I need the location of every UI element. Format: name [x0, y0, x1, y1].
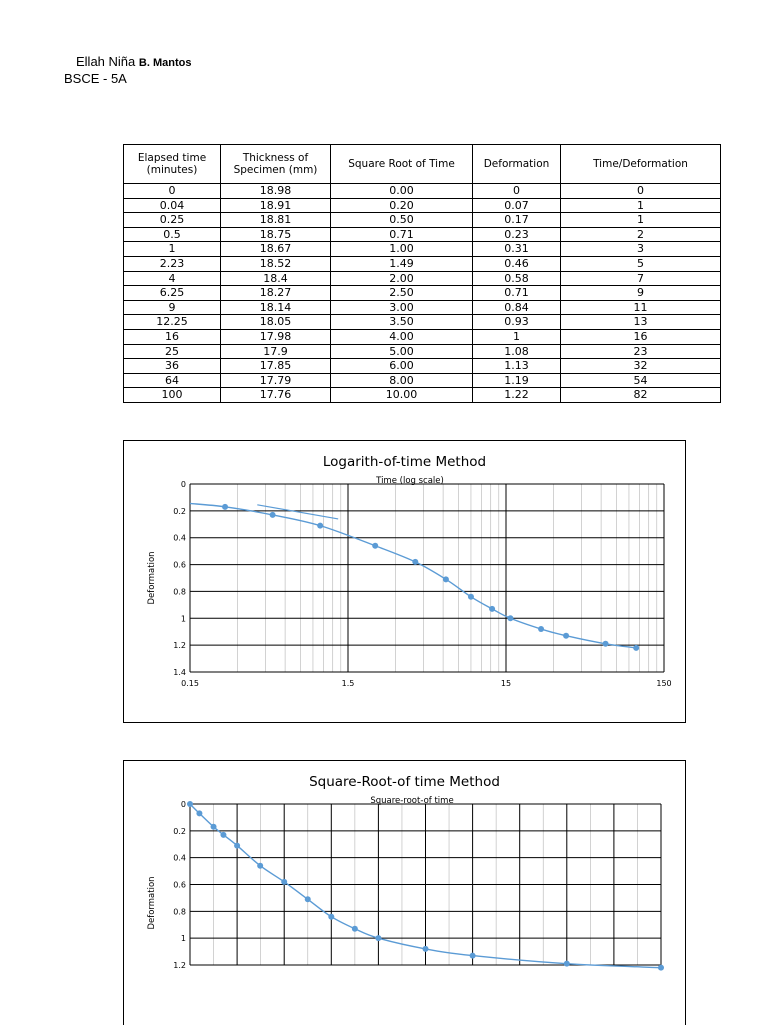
y-tick-label: 0.2 [173, 506, 186, 516]
table-cell: 0.71 [331, 227, 473, 242]
y-tick-label: 0 [180, 800, 186, 809]
table-row [124, 242, 721, 257]
data-point [281, 879, 287, 885]
student-section: BSCE - 5A [64, 71, 127, 86]
table-cell: 1 [124, 242, 221, 257]
log-time-chart [124, 441, 685, 722]
sqrt-time-chart [124, 761, 685, 1025]
table-row [124, 373, 721, 388]
table-cell: 17.76 [221, 388, 331, 403]
y-tick-label: 0.6 [173, 880, 186, 890]
table-cell: 0 [124, 184, 221, 199]
table-cell: 2.50 [331, 286, 473, 301]
table-cell: 17.85 [221, 359, 331, 374]
table-row [124, 256, 721, 271]
table-cell: 1 [561, 198, 721, 213]
column-header: Thickness of Specimen (mm) [221, 145, 331, 184]
table-row [124, 213, 721, 228]
table-cell: 9 [124, 300, 221, 315]
table-cell: 1.08 [473, 344, 561, 359]
x-axis-label: Time (log scale) [376, 476, 444, 486]
data-point [187, 801, 193, 807]
table-cell: 0 [561, 184, 721, 199]
table-cell: 1.00 [331, 242, 473, 257]
table-cell: 0.23 [473, 227, 561, 242]
table-cell: 17.98 [221, 329, 331, 344]
table-cell: 7 [561, 271, 721, 286]
x-tick-label: 0.15 [181, 679, 199, 688]
data-point [220, 832, 226, 838]
table-cell: 54 [561, 373, 721, 388]
table-cell: 0.25 [124, 213, 221, 228]
y-tick-label: 0.8 [173, 587, 186, 597]
table-cell: 4.00 [331, 329, 473, 344]
table-cell: 18.81 [221, 213, 331, 228]
table-cell: 18.27 [221, 286, 331, 301]
table-cell: 100 [124, 388, 221, 403]
x-axis-label: Square-root-of time [370, 796, 454, 806]
y-tick-label: 0.6 [173, 560, 186, 570]
table-cell: 1 [473, 329, 561, 344]
table-cell: 5 [561, 256, 721, 271]
table-cell: 11 [561, 300, 721, 315]
table-cell: 0.50 [331, 213, 473, 228]
table-cell: 17.9 [221, 344, 331, 359]
table-row [124, 329, 721, 344]
column-header: Deformation [473, 145, 561, 184]
y-tick-label: 0.4 [173, 853, 186, 863]
table-cell: 0.84 [473, 300, 561, 315]
x-tick-label: 15 [500, 679, 512, 688]
table-cell: 4 [124, 271, 221, 286]
table-cell: 0.00 [331, 184, 473, 199]
x-tick-label: 150 [656, 679, 672, 688]
table-cell: 18.4 [221, 271, 331, 286]
student-name [76, 54, 191, 69]
table-cell: 6.00 [331, 359, 473, 374]
y-tick-label: 1.2 [173, 641, 186, 651]
y-tick-label: 1 [180, 934, 186, 944]
column-header: Square Root of Time [331, 145, 473, 184]
tangent-line [257, 505, 338, 519]
column-header: Time/Deformation [561, 145, 721, 184]
table-cell: 1.19 [473, 373, 561, 388]
data-point [443, 576, 449, 582]
data-point [489, 606, 495, 612]
chart-title: Square-Root-of time Method [309, 774, 500, 790]
table-header-row [124, 145, 721, 184]
table-cell: 0.20 [331, 198, 473, 213]
data-point [257, 863, 263, 869]
table-cell: 0.07 [473, 198, 561, 213]
table-cell: 3.50 [331, 315, 473, 330]
column-header: Elapsed time (minutes) [124, 145, 221, 184]
table-cell: 18.05 [221, 315, 331, 330]
table-row [124, 388, 721, 403]
y-tick-label: 1 [180, 614, 186, 624]
table-cell: 0.46 [473, 256, 561, 271]
table-cell: 18.14 [221, 300, 331, 315]
table-cell: 0.58 [473, 271, 561, 286]
chart-title: Logarith-of-time Method [322, 454, 487, 470]
data-point [211, 824, 217, 830]
table-cell: 8.00 [331, 373, 473, 388]
data-point [196, 810, 202, 816]
table-cell: 32 [561, 359, 721, 374]
data-point [468, 594, 474, 600]
table-cell: 23 [561, 344, 721, 359]
data-point [328, 914, 334, 920]
table-cell: 0.17 [473, 213, 561, 228]
table-cell: 18.91 [221, 198, 331, 213]
table-cell: 18.98 [221, 184, 331, 199]
data-point [470, 953, 476, 959]
data-point [412, 559, 418, 565]
table-cell: 0.5 [124, 227, 221, 242]
data-point [372, 543, 378, 549]
data-point [317, 523, 323, 529]
data-point [633, 645, 639, 651]
table-cell: 25 [124, 344, 221, 359]
table-cell: 0.04 [124, 198, 221, 213]
table-cell: 18.67 [221, 242, 331, 257]
table-cell: 5.00 [331, 344, 473, 359]
data-point [375, 935, 381, 941]
table-cell: 3 [561, 242, 721, 257]
table-row [124, 315, 721, 330]
table-cell: 0.31 [473, 242, 561, 257]
data-point [564, 961, 570, 967]
log-time-chart-panel [123, 440, 686, 723]
table-row [124, 198, 721, 213]
table-cell: 2.00 [331, 271, 473, 286]
y-tick-label: 1.4 [173, 668, 186, 677]
y-tick-label: 0.4 [173, 533, 186, 543]
table-cell: 16 [124, 329, 221, 344]
table-cell: 1 [561, 213, 721, 228]
data-point [352, 926, 358, 932]
data-point [507, 615, 513, 621]
data-point [658, 965, 664, 971]
table-cell: 64 [124, 373, 221, 388]
student-name-first: Ellah Niña [76, 54, 136, 69]
data-point [423, 946, 429, 952]
table-cell: 1.22 [473, 388, 561, 403]
table-cell: 16 [561, 329, 721, 344]
y-tick-label: 0 [180, 480, 186, 489]
y-tick-label: 1.2 [173, 961, 186, 970]
table-cell: 12.25 [124, 315, 221, 330]
y-tick-label: 0.8 [173, 907, 186, 917]
table-body [124, 184, 721, 403]
table-cell: 18.52 [221, 256, 331, 271]
table-cell: 1.13 [473, 359, 561, 374]
table-cell: 9 [561, 286, 721, 301]
data-point [270, 512, 276, 518]
table-row [124, 344, 721, 359]
table-cell: 6.25 [124, 286, 221, 301]
table-cell: 13 [561, 315, 721, 330]
table-row [124, 227, 721, 242]
table-cell: 36 [124, 359, 221, 374]
table-cell: 17.79 [221, 373, 331, 388]
table-cell: 2 [561, 227, 721, 242]
table-cell: 0 [473, 184, 561, 199]
table-cell: 0.71 [473, 286, 561, 301]
table-cell: 1.49 [331, 256, 473, 271]
data-point [603, 641, 609, 647]
data-point [234, 843, 240, 849]
data-point [563, 633, 569, 639]
table-cell: 10.00 [331, 388, 473, 403]
table-cell: 0.93 [473, 315, 561, 330]
table-cell: 18.75 [221, 227, 331, 242]
data-table [123, 144, 721, 403]
student-name-last: B. Mantos [138, 57, 192, 69]
x-tick-label: 1.5 [341, 679, 355, 688]
table-row [124, 300, 721, 315]
table-row [124, 359, 721, 374]
table-row [124, 286, 721, 301]
data-point [305, 896, 311, 902]
data-point [538, 626, 544, 632]
table-cell: 3.00 [331, 300, 473, 315]
sqrt-time-chart-panel [123, 760, 686, 1025]
series-line [190, 503, 636, 647]
table-row [124, 271, 721, 286]
y-axis-label: Deformation [147, 876, 157, 930]
table-cell: 82 [561, 388, 721, 403]
table-cell: 2.23 [124, 256, 221, 271]
table-row [124, 184, 721, 199]
y-axis-label: Deformation [147, 551, 157, 605]
y-tick-label: 0.2 [173, 826, 186, 836]
data-point [222, 504, 228, 510]
